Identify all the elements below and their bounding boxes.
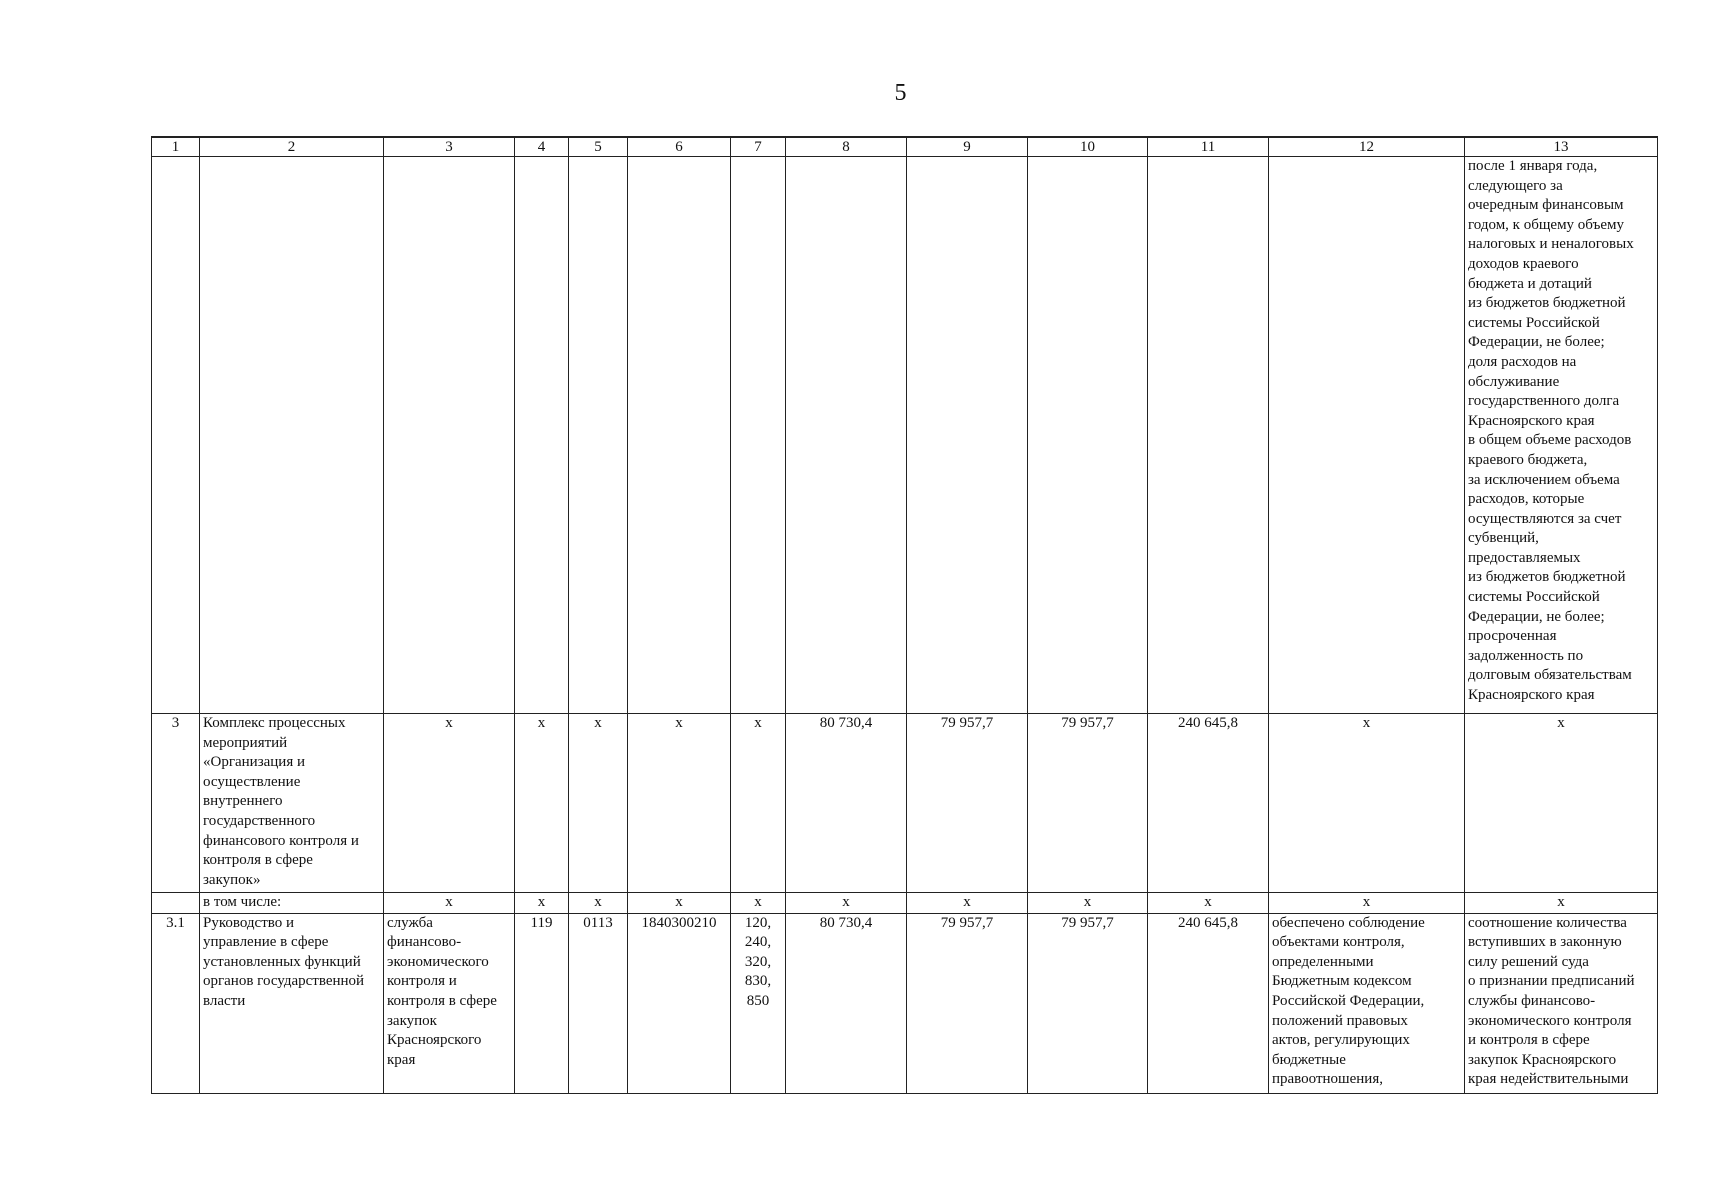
table-row xyxy=(152,893,1658,914)
cell-amount-2 xyxy=(907,157,1028,714)
cell-amount-1: х xyxy=(786,893,907,914)
header-cell: 1 xyxy=(152,137,200,157)
table-row xyxy=(152,714,1658,893)
table-row xyxy=(152,157,1658,714)
cell-amount-1: 80 730,4 xyxy=(786,913,907,1093)
header-cell: 4 xyxy=(515,137,569,157)
cell-agency: х xyxy=(384,714,515,893)
cell-indicator: после 1 января года, следующего за очередным финансовым годом, к общему объему налоговых и неналоговых доходов краевого бюджета и дотаций из бюджетов бюджетной системы Российской Федерации, не более; доля расходов на обслуживание государственного долга Красноярского края в общем объеме расходов краевого бюджета, за исключением объема расходов, которые осуществляются за счет субвенций, предоставляемых из бюджетов бюджетной системы Российской Федерации, не более; просроченная задолженность по долговым обязательствам Красноярского края xyxy=(1465,157,1658,714)
cell-name xyxy=(200,157,384,714)
cell-vr: х xyxy=(731,893,786,914)
header-cell: 9 xyxy=(907,137,1028,157)
cell-rzpr: 0113 xyxy=(569,913,628,1093)
header-cell: 11 xyxy=(1148,137,1269,157)
cell-amount-2: х xyxy=(907,893,1028,914)
cell-grbs: х xyxy=(515,893,569,914)
cell-csr: 1840300210 xyxy=(628,913,731,1093)
cell-amount-1: 80 730,4 xyxy=(786,714,907,893)
cell-grbs: 119 xyxy=(515,913,569,1093)
header-cell: 7 xyxy=(731,137,786,157)
cell-agency: х xyxy=(384,893,515,914)
cell-result: х xyxy=(1269,714,1465,893)
cell-indicator: соотношение количества вступивших в законную силу решений суда о признании предписаний службы финансово- экономического контроля и контроля в сфере закупок Красноярского края недействительными xyxy=(1465,913,1658,1093)
cell-vr: 120, 240, 320, 830, 850 xyxy=(731,913,786,1093)
cell-indicator: х xyxy=(1465,893,1658,914)
cell-amount-2: 79 957,7 xyxy=(907,714,1028,893)
cell-number xyxy=(152,157,200,714)
header-cell: 2 xyxy=(200,137,384,157)
header-cell: 13 xyxy=(1465,137,1658,157)
cell-result: х xyxy=(1269,893,1465,914)
cell-vr: х xyxy=(731,714,786,893)
cell-result: обеспечено соблюдение объектами контроля, определенными Бюджетным кодексом Российской Федерации, положений правовых актов, регулирующих бюджетные правоотношения, xyxy=(1269,913,1465,1093)
cell-name: в том числе: xyxy=(200,893,384,914)
cell-amount-total: 240 645,8 xyxy=(1148,913,1269,1093)
cell-rzpr: х xyxy=(569,893,628,914)
header-cell: 12 xyxy=(1269,137,1465,157)
table-row xyxy=(152,913,1658,1093)
cell-amount-total xyxy=(1148,157,1269,714)
cell-number: 3 xyxy=(152,714,200,893)
cell-amount-3: 79 957,7 xyxy=(1028,714,1148,893)
header-row xyxy=(152,137,1658,157)
cell-grbs: х xyxy=(515,714,569,893)
header-cell: 10 xyxy=(1028,137,1148,157)
cell-agency xyxy=(384,157,515,714)
cell-rzpr xyxy=(569,157,628,714)
header-cell: 5 xyxy=(569,137,628,157)
cell-result xyxy=(1269,157,1465,714)
header-cell: 8 xyxy=(786,137,907,157)
page-number: 5 xyxy=(894,80,907,106)
cell-csr: х xyxy=(628,714,731,893)
cell-agency: служба финансово- экономического контроля и контроля в сфере закупок Красноярского края xyxy=(384,913,515,1093)
cell-csr: х xyxy=(628,893,731,914)
cell-grbs xyxy=(515,157,569,714)
cell-number: 3.1 xyxy=(152,913,200,1093)
cell-rzpr: х xyxy=(569,714,628,893)
cell-name: Комплекс процессных мероприятий «Организация и осуществление внутреннего государственного финансового контроля и контроля в сфере закупок» xyxy=(200,714,384,893)
cell-amount-total: 240 645,8 xyxy=(1148,714,1269,893)
cell-amount-3: 79 957,7 xyxy=(1028,913,1148,1093)
cell-amount-1 xyxy=(786,157,907,714)
budget-table xyxy=(151,136,1658,1094)
cell-amount-total: х xyxy=(1148,893,1269,914)
cell-vr xyxy=(731,157,786,714)
cell-indicator: х xyxy=(1465,714,1658,893)
header-cell: 3 xyxy=(384,137,515,157)
header-cell: 6 xyxy=(628,137,731,157)
cell-amount-3 xyxy=(1028,157,1148,714)
cell-number xyxy=(152,893,200,914)
cell-amount-3: х xyxy=(1028,893,1148,914)
cell-amount-2: 79 957,7 xyxy=(907,913,1028,1093)
cell-csr xyxy=(628,157,731,714)
cell-name: Руководство и управление в сфере установленных функций органов государственной власти xyxy=(200,913,384,1093)
